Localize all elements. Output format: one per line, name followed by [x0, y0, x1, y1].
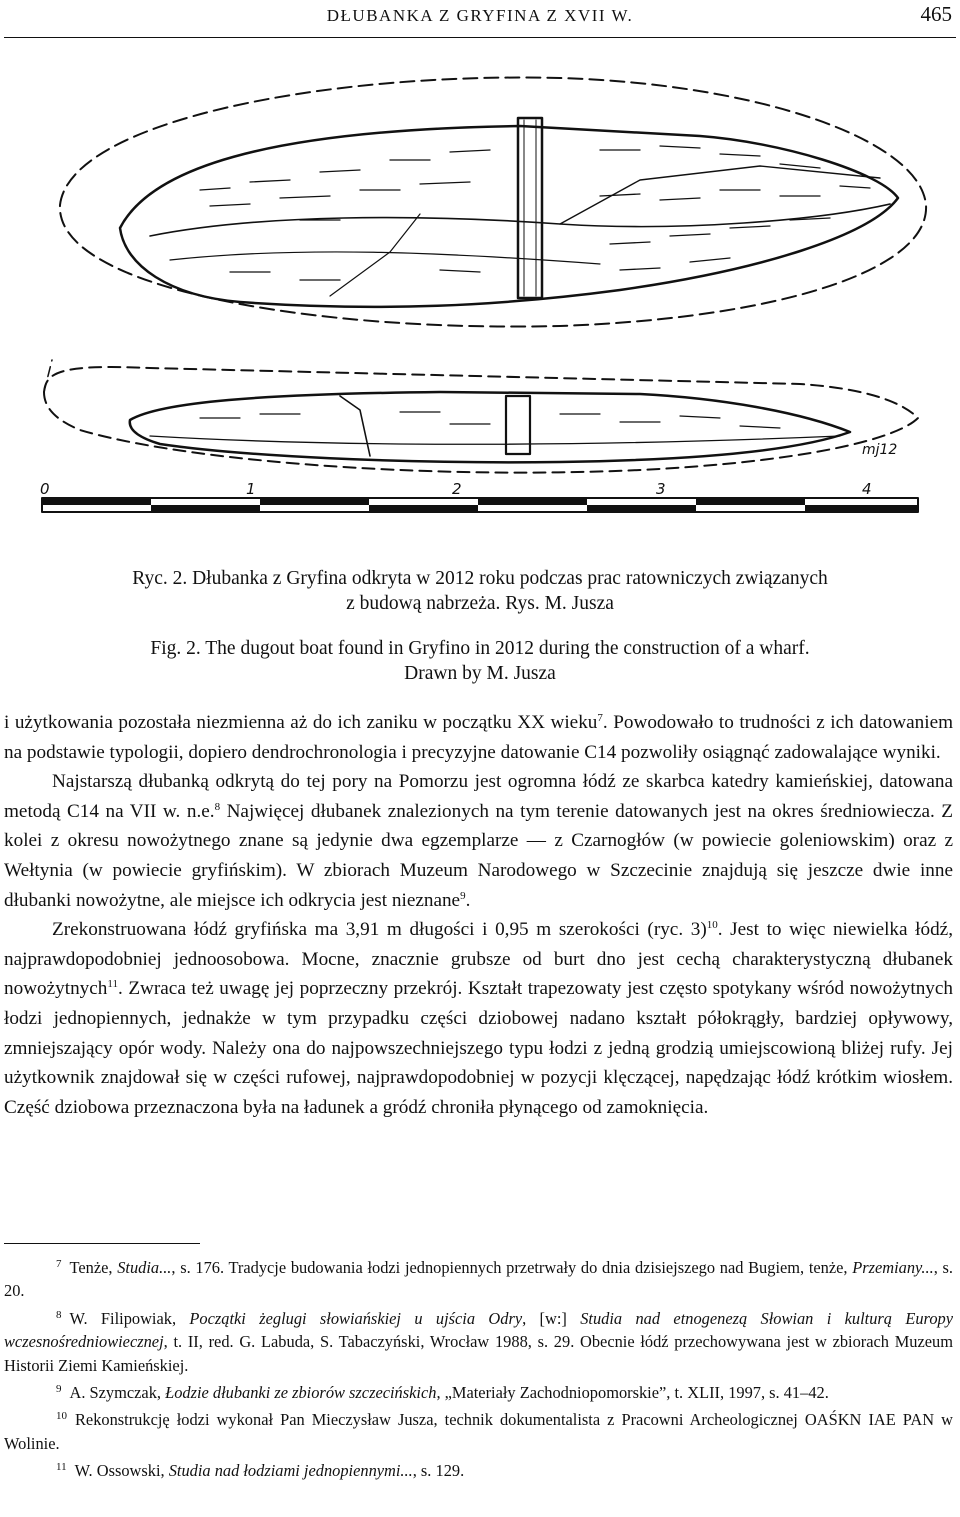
- caption-polish: [0, 566, 960, 616]
- footnote-9: $^9$ A. Szymczak, Łodzie dłubanki ze zbiorów szczecińskich, „Materiały Zachodniopomorskie”, t. XLII, 1997, s. 41–42.: [56, 1383, 829, 1403]
- side-hull-fragment: [130, 392, 850, 462]
- side-bulkhead: [506, 396, 530, 454]
- footnote-ref-7[interactable]: 7: [597, 712, 603, 724]
- body-text: [4, 708, 953, 1122]
- header-rule: [4, 37, 956, 38]
- scale-label-2: 2: [452, 480, 462, 498]
- caption-en-line-2: Drawn by M. Jusza: [404, 663, 556, 684]
- footnote-ref-8[interactable]: 8: [214, 800, 221, 813]
- running-header: [0, 0, 960, 40]
- paragraph-2: Najstarszą dłubanką odkrytą do tej pory na Pomorzu jest ogromna łódź ze skarbca katedry kamieńskiej, datowana metodą C14 na VII w. n.e.$^8$ Najwięcej dłubanek znalezionych na tym terenie datowanych jest na okres średniowiecza. Z kolei z okresu nowożytnego znane są jedynie dwa egzemplarze — z Czarnogłów (w powiecie goleniowskim) oraz z Wełtynia (w powiecie gryfińskim). W zbiorach Muzeum Narodowego w Szczecinie znajdują się jeszcze dwie inne dłubanki nowożytne, ale miejsce ich odkrycia jest nieznane$^9$.: [4, 771, 953, 911]
- paragraph-3: Zrekonstruowana łódź gryfińska ma 3,91 m długości i 0,95 m szerokości (ryc. 3)$^{10}$. Jest to więc niewielka łódź, najprawdopodobniej jednoosobowa. Mocne, znacznie grubsze od burt dno jest cechą charakterystyczną dłubanek nowożytnych$^{11}$. Zwraca też uwagę jej poprzeczny przekrój. Kształt trapezowaty jest często spotykany wśród nowożytnych łodzi jednopiennych, jednakże w tym przypadku części dziobowej nadano kształt półokrągły, bardziej opływowy, zmniejszający opór wody. Należy ona do najpowszechniejszego typu łodzi z jedną grodzią umiejscowioną bliżej rufy. Jej użytkownik znajdował się w części rufowej, najprawdopodobniej w pozycji klęczącej, napędzając łódź krótkim wiosłem. Część dziobowa przeznaczona była na ładunek a gródź chroniła płynącego od zamoknięcia.: [4, 919, 953, 1118]
- side-reconstruction-outline: [44, 367, 918, 473]
- plan-hull-fragment: [120, 126, 898, 307]
- scale-label-1: 1: [246, 480, 256, 498]
- scale-label-0: 0: [40, 480, 50, 498]
- paragraph-1: i użytkowania pozostała niezmienna aż do ich zaniku w początku XX wieku$^7$. Powodowało to trudności z ich datowaniem na podstawie typologii, dopiero dendrochronologia i precyzyjne datowanie C14 pozwoliły osiągnąć zadowalające wyniki.: [4, 712, 954, 763]
- footnote-ref-9[interactable]: 9: [460, 889, 466, 902]
- author-mark: mj12: [862, 442, 898, 458]
- plan-reconstruction-outline: [60, 77, 926, 326]
- caption-pl-line-2: z budową nabrzeża. Rys. M. Jusza: [346, 593, 614, 614]
- scale-label-4: 4: [862, 480, 872, 498]
- side-wood-grain: [200, 412, 780, 428]
- footnote-7: $^7$ Tenże, Studia..., s. 176. Tradycje budowania łodzi jednopiennych przetrwały do dnia dzisiejszego nad Bugiem, tenże, Przemiany..., s. 20.: [4, 1258, 953, 1301]
- footnote-8: $^8$ W. Filipowiak, Początki żeglugi słowiańskiej u ujścia Odry, [w:] Studia nad etnogenezą Słowian i kulturą Europy wczesnośredniowiecznej, t. II, red. G. Labuda, S. Tabaczyński, Wrocław 1988, s. 29. Obecnie łódź przechowywana jest w zbiorach Muzeum Historii Ziemi Kamieńskiej.: [4, 1308, 953, 1375]
- scale-label-3: 3: [656, 480, 666, 498]
- running-title: DŁUBANKA Z GRYFINA Z XVII W.: [326, 6, 634, 25]
- caption-en-line-1: Fig. 2. The dugout boat found in Gryfino in 2012 during the construction of a wharf.: [150, 638, 810, 659]
- scale-bar: [42, 498, 918, 512]
- footnote-separator: [4, 1243, 200, 1244]
- dugout-boat-drawing: [0, 42, 960, 520]
- plan-bulkhead: [518, 118, 542, 298]
- caption-english: [0, 636, 960, 686]
- footnotes: [4, 1256, 953, 1487]
- footnote-ref-10[interactable]: 10: [706, 919, 718, 932]
- footnote-11: $^{11}$ W. Ossowski, Studia nad łodziami jednopiennymi..., s. 129.: [56, 1461, 465, 1481]
- page-number: 465: [920, 2, 952, 26]
- caption-pl-line-1: Ryc. 2. Dłubanka z Gryfina odkryta w 2012 roku podczas prac ratowniczych związanych: [132, 568, 828, 589]
- footnote-ref-11[interactable]: 11: [107, 978, 118, 991]
- footnote-10: $^{10}$ Rekonstrukcję łodzi wykonał Pan Mieczysław Jusza, technik dokumentalista z Pracowni Archeologicznej OAŚKN IAE PAN w Wolinie.: [4, 1410, 953, 1453]
